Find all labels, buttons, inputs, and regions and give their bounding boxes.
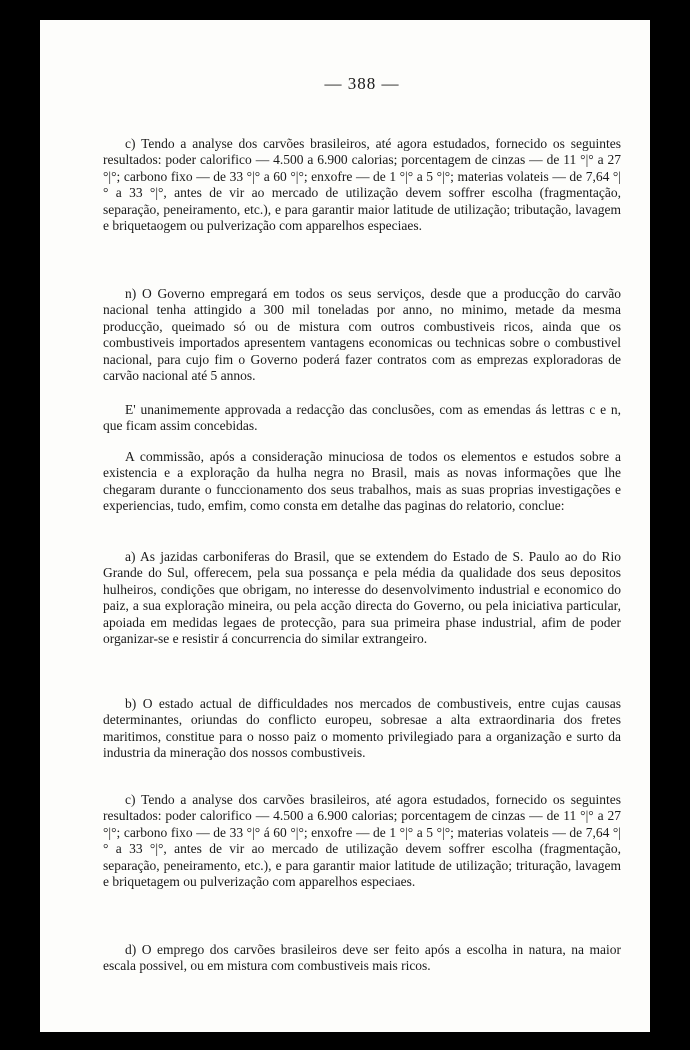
paragraph-c-second: c) Tendo a analyse dos carvões brasileiros, até agora estudados, fornecido os seguintes resultados: poder calorifico — 4.500 a 6.900 calorias; porcentagem de cinzas — de 11 °|° a 27 °|°; carbono fixo — de 33 °|° á 60 °|°; enxofre — de 1 °|° a 5 °|°; materias volateis — de 7,64 °|° a 33 °|°, antes de vir ao mercado de utilização devem soffrer escolha (fragmentação, separação, peneiramento, etc.), e para garantir maior latitude de utilização; trituração, lavagem e briquetagem ou pulverização com apparelhos especiaes. [103,792,621,890]
paragraph-commission: A commissão, após a consideração minuciosa de todos os elementos e estudos sobre a existencia e a exploração da hulha negra no Brasil, mais as novas informações que lhe chegaram durante o funccionamento dos seus trabalhos, mais as suas proprias investigações e experiencias, tudo, emfim, como consta em detalhe das paginas do relatorio, conclue: [103,449,621,514]
paragraph-n: n) O Governo empregará em todos os seus serviços, desde que a producção do carvão nacional tenha attingido a 300 mil toneladas por anno, no minimo, metade da mesma producção, queimado só ou de mistura com outros combustiveis ricos, ainda que os combustiveis importados apresentem vantagens economicas ou technicas sobre o combustivel nacional, para cujo fim o Governo poderá fazer contratos com as emprezas exploradoras de carvão nacional até 5 annos. [103,286,621,384]
page-number: — 388 — [324,74,400,93]
paragraph-a: a) As jazidas carboniferas do Brasil, que se extendem do Estado de S. Paulo ao do Rio Grande do Sul, offerecem, pela sua possança e pela média da qualidade dos seus depositos hulheiros, condições que obrigam, no interesse do desenvolvimento industrial e economico do paiz, a sua exploração mineira, ou pela acção directa do Governo, ou pela iniciativa particular, apoiada em medidas legaes de protecção, para sua primeira phase industrial, afim de poder organizar-se e resistir á concurrencia do similar extrangeiro. [103,549,621,647]
paragraph-approval: E' unanimemente approvada a redacção das conclusões, com as emendas ás lettras c e n, que ficam assim concebidas. [103,402,621,434]
paragraph-b: b) O estado actual de difficuldades nos mercados de combustiveis, entre cujas causas determinantes, oriundas do conflicto europeu, sobresae a alta extraordinaria dos fretes maritimos, constitue para o nosso paiz o momento privilegiado para a organização e surto da industria da mineração dos nossos combustiveis. [103,696,621,761]
document-page [40,20,650,1032]
paragraph-d: d) O emprego dos carvões brasileiros deve ser feito após a escolha in natura, na maior escala possivel, ou em mistura com combustiveis mais ricos. [103,942,621,974]
paragraph-c-first: c) Tendo a analyse dos carvões brasileiros, até agora estudados, fornecido os seguintes resultados: poder calorifico — 4.500 a 6.900 calorias; porcentagem de cinzas — de 11 °|° a 27 °|°; carbono fixo — de 33 °|° a 60 °|°; enxofre — de 1 °|° a 5 °|°; materias volateis — de 7,64 °|° a 33 °|°, antes de vir ao mercado de utilização devem soffrer escolha (fragmentação, separação, peneiramento, etc.), e para garantir maior latitude de utilização; tributação, lavagem e briquetaogem ou pulverização com apparelhos especiaes. [103,136,621,234]
